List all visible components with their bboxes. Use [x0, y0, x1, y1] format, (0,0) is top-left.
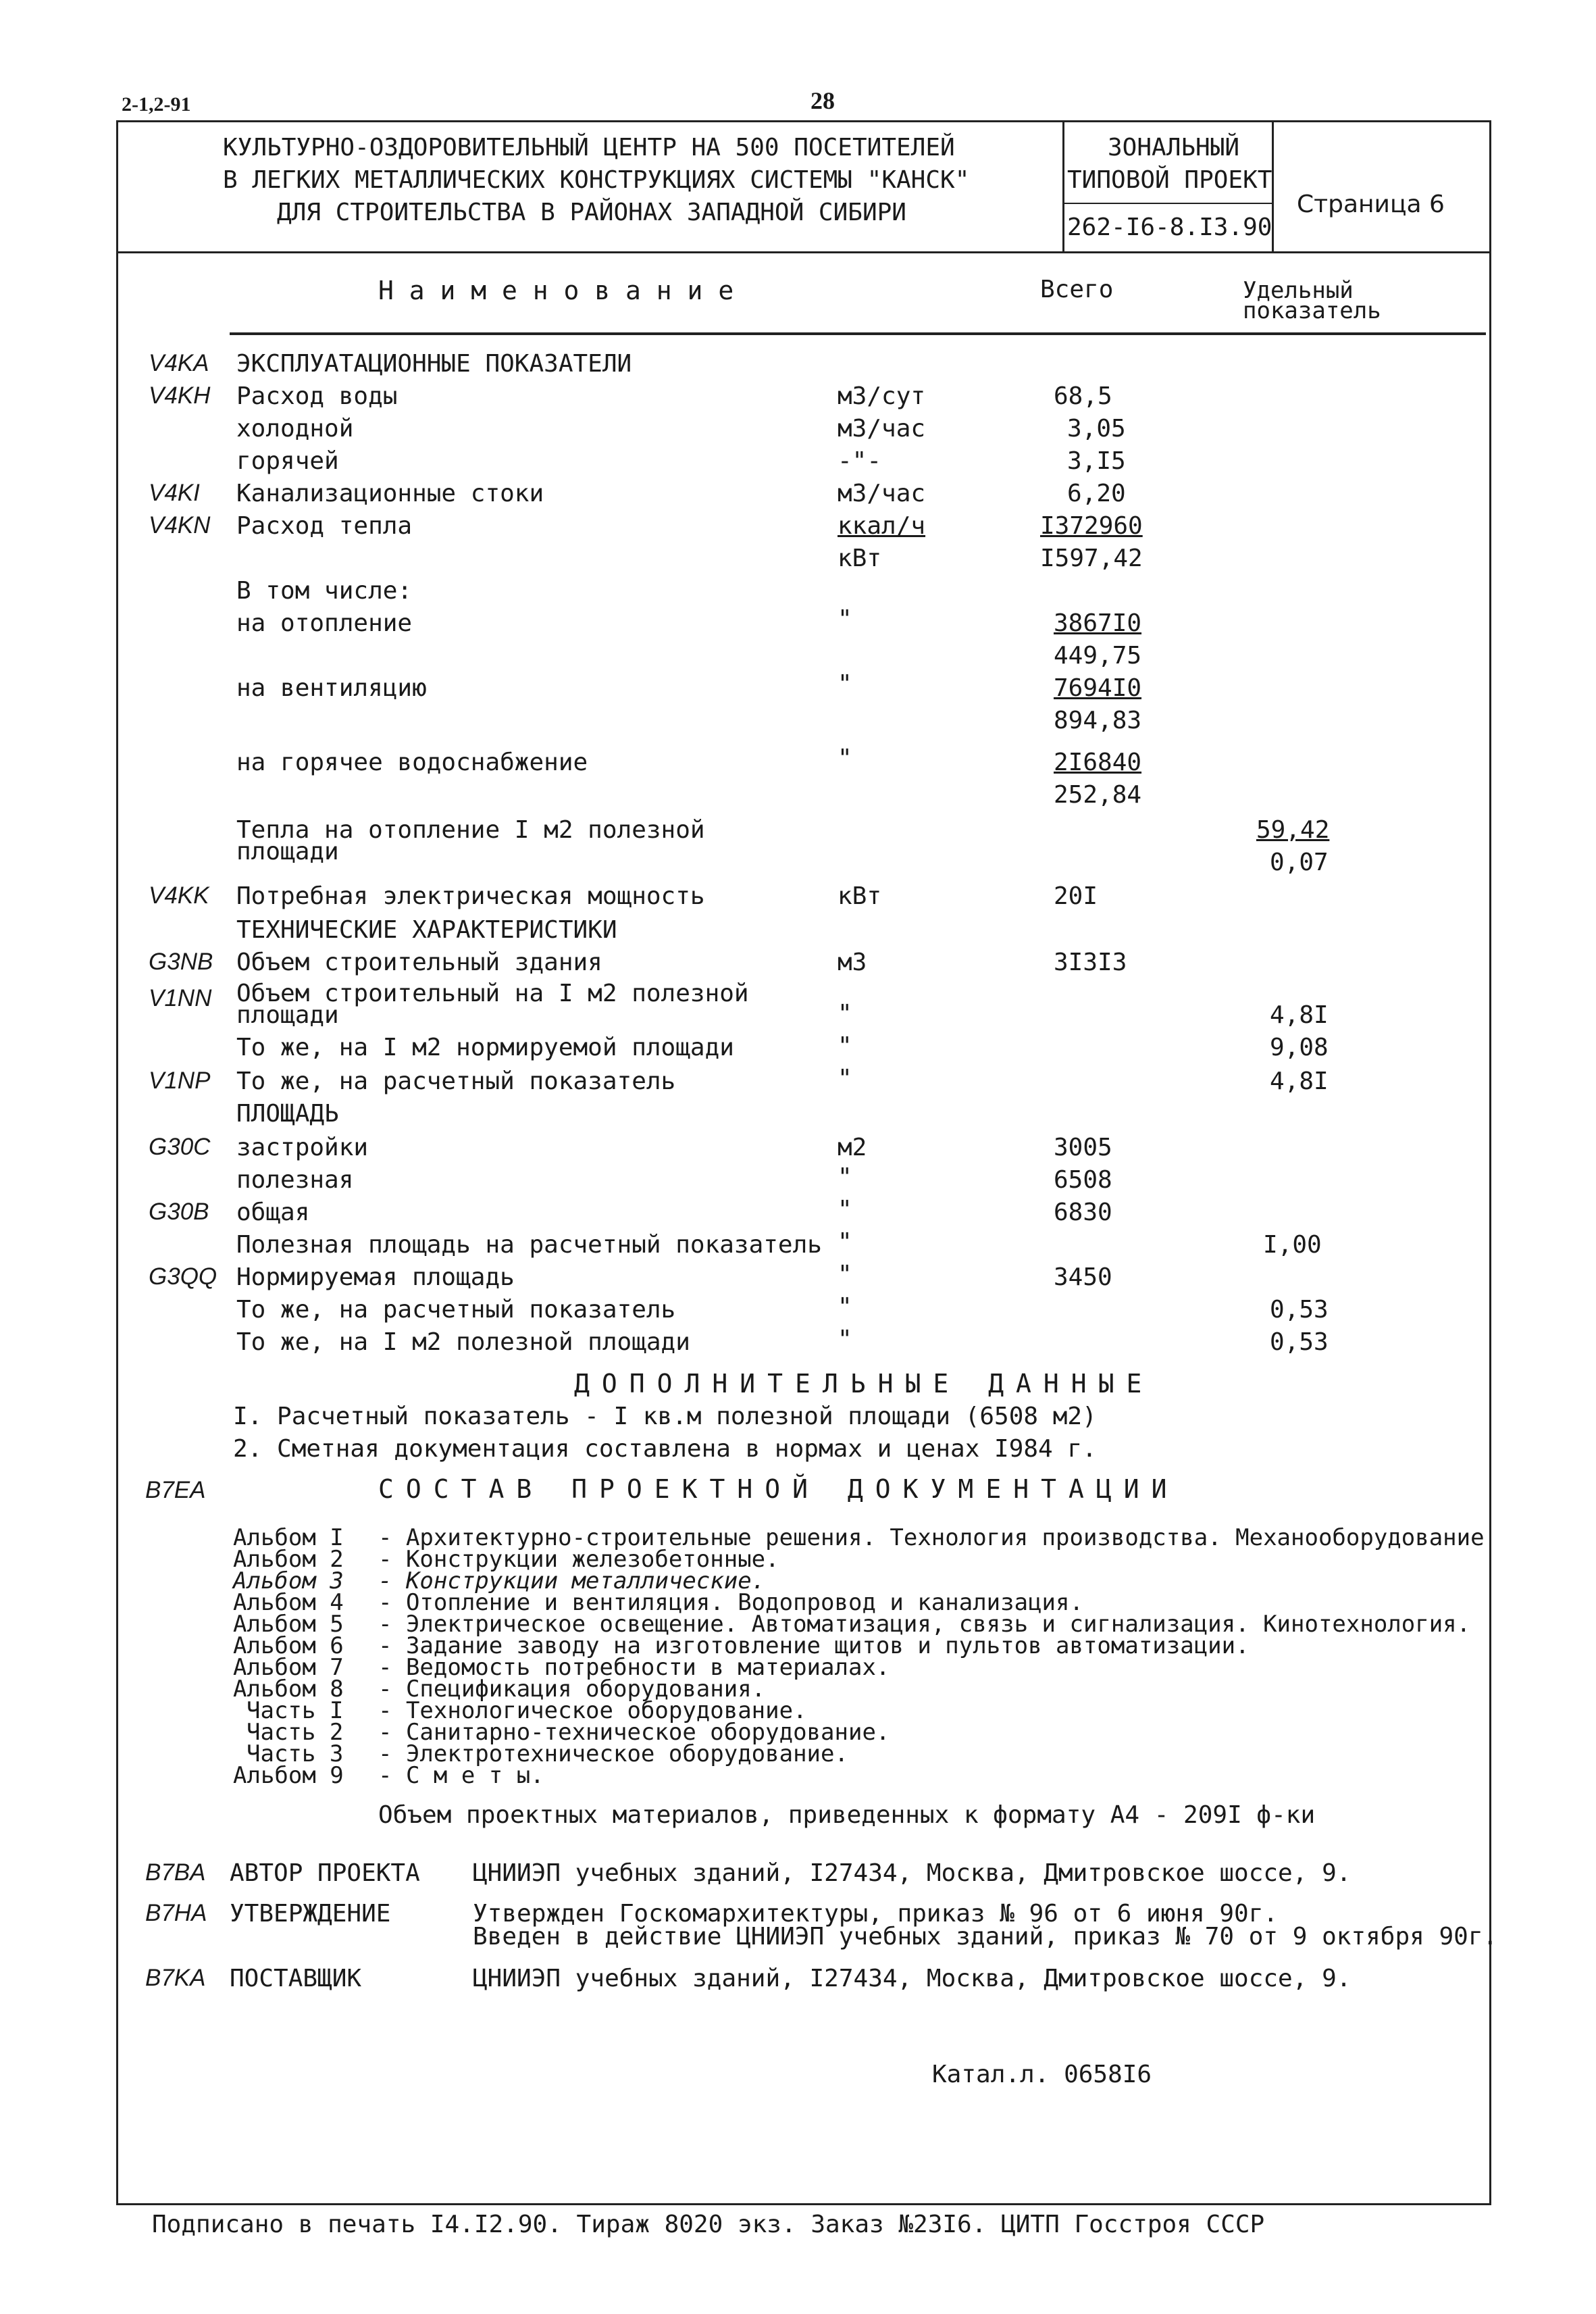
header-divider-v1 — [1062, 120, 1064, 252]
author-code: B7BA — [145, 1859, 206, 1886]
row-unit: " — [838, 1326, 852, 1353]
additional-item: 2. Сметная документация составлена в нормах и ценах I984 г. — [233, 1435, 1097, 1463]
row-code: V4KK — [149, 882, 209, 909]
part-text: - Электротехническое оборудование. — [378, 1740, 848, 1767]
row-unit: " — [838, 745, 852, 772]
composition-code: B7EA — [145, 1477, 206, 1503]
row-code: G3NB — [149, 949, 213, 975]
additional-item: I. Расчетный показатель - I кв.м полезной площади (6508 м2) — [233, 1403, 1097, 1430]
additional-data-title: ДОПОЛНИТЕЛЬНЫЕ ДАННЫЕ — [574, 1369, 1154, 1399]
column-header-total: Всего — [1040, 276, 1114, 303]
row-total: 7694I0 — [1054, 674, 1142, 702]
row-code: V4KN — [149, 512, 211, 538]
row-specific: 0,53 — [1270, 1296, 1329, 1324]
row-total: 252,84 — [1054, 781, 1142, 809]
print-footer: Подписано в печать I4.I2.90. Тираж 8020 экз. Заказ №23I6. ЦИТП Госстроя СССР — [152, 2211, 1265, 2238]
row-total: 3,I5 — [1067, 447, 1126, 475]
row-total: 68,5 — [1054, 382, 1112, 410]
row-name: Полезная площадь на расчетный показатель — [236, 1231, 822, 1259]
code-divider — [1062, 203, 1272, 204]
row-unit: м3 — [838, 949, 867, 976]
part-label: Часть 3 — [247, 1740, 344, 1767]
approval-line: Введен в действие ЦНИИЭП учебных зданий, приказ № 70 от 9 октября 90г. — [473, 1923, 1498, 1951]
row-name: полезная — [236, 1166, 354, 1194]
project-code: 262-I6-8.I3.90 — [1067, 213, 1272, 241]
part-text: - Технологическое оборудование. — [378, 1697, 807, 1724]
album-text: - Электрическое освещение. Автоматизация, связь и сигнализация. Кинотехнология. — [378, 1611, 1471, 1638]
row-code: V4KH — [149, 382, 211, 409]
row-unit: " — [838, 1000, 852, 1028]
project-type-2: ТИПОВОЙ ПРОЕКТ — [1067, 166, 1272, 194]
row-unit: " — [838, 1228, 852, 1256]
row-unit: м3/час — [838, 480, 926, 507]
album-label: Альбом 3 — [233, 1567, 344, 1594]
row-name: Тепла на отопление I м2 полезной — [236, 816, 705, 844]
row-name: Расход тепла — [236, 512, 413, 540]
title-line: ДЛЯ СТРОИТЕЛЬСТВА В РАЙОНАХ ЗАПАДНОЙ СИБИРИ — [277, 199, 906, 226]
title-line: КУЛЬТУРНО-ОЗДОРОВИТЕЛЬНЫЙ ЦЕНТР НА 500 ПОСЕТИТЕЛЕЙ — [223, 134, 955, 161]
album-label: Альбом 9 — [233, 1762, 344, 1789]
row-unit: кВт — [838, 545, 882, 572]
row-name: То же, на I м2 полезной площади — [236, 1328, 690, 1356]
column-header-name: Н а и м е н о в а н и е — [378, 276, 734, 305]
part-text: - Санитарно-техническое оборудование. — [378, 1719, 890, 1746]
row-name: горячей — [236, 447, 339, 475]
row-name: площади — [236, 838, 339, 865]
column-header-underline — [230, 332, 1486, 335]
part-label: Часть 2 — [247, 1719, 344, 1746]
row-name: Потребная электрическая мощность — [236, 882, 705, 910]
row-specific: 0,07 — [1270, 849, 1329, 876]
row-total: 3867I0 — [1054, 609, 1142, 637]
row-name: Расход воды — [236, 382, 398, 410]
approval-label: УТВЕРЖДЕНИЕ — [230, 1900, 391, 1928]
row-total: 3I3I3 — [1054, 949, 1127, 976]
row-total: 3005 — [1054, 1134, 1112, 1161]
album-text: - С м е т ы. — [378, 1762, 544, 1789]
row-total: 449,75 — [1054, 642, 1142, 670]
row-specific: I,00 — [1263, 1231, 1322, 1259]
row-name: То же, на расчетный показатель — [236, 1067, 676, 1095]
row-name: на горячее водоснабжение — [236, 749, 588, 776]
album-text: - Архитектурно-строительные решения. Технология производства. Механооборудование — [378, 1524, 1485, 1551]
row-specific: 0,53 — [1270, 1328, 1329, 1356]
row-code: V4KA — [149, 350, 209, 376]
catalog-number: Катал.л. 0658I6 — [932, 2061, 1152, 2088]
volume-note: Объем проектных материалов, приведенных к формату А4 - 209I ф-ки — [378, 1801, 1316, 1829]
row-name: площади — [236, 1001, 339, 1029]
row-name: на отопление — [236, 609, 413, 637]
row-name: на вентиляцию — [236, 674, 427, 702]
row-total: I372960 — [1040, 512, 1143, 540]
row-name: Объем строительный на I м2 полезной — [236, 980, 749, 1007]
row-unit: " — [838, 670, 852, 698]
approval-line: Утвержден Госкомархитектуры, приказ № 96 от 6 июня 90г. — [473, 1900, 1279, 1928]
album-label: Альбом 7 — [233, 1654, 344, 1681]
row-unit: " — [838, 605, 852, 633]
column-header-specific: Удельный — [1243, 277, 1354, 304]
row-name: Канализационные стоки — [236, 480, 544, 507]
row-unit: -"- — [838, 447, 882, 475]
row-name: общая — [236, 1199, 310, 1226]
row-total: 6508 — [1054, 1166, 1112, 1194]
page-number: 28 — [810, 87, 835, 114]
row-total: 6830 — [1054, 1199, 1112, 1226]
section-heading: ЭКСПЛУАТАЦИОННЫЕ ПОКАЗАТЕЛИ — [236, 350, 632, 378]
row-unit: " — [838, 1163, 852, 1191]
row-unit: м2 — [838, 1134, 867, 1161]
row-name: В том числе: — [236, 577, 413, 605]
row-name: холодной — [236, 415, 354, 443]
row-total: 6,20 — [1067, 480, 1126, 507]
row-name: Нормируемая площадь — [236, 1263, 515, 1291]
project-type: ЗОНАЛЬНЫЙ — [1108, 134, 1240, 161]
album-text: - Ведомость потребности в материалах. — [378, 1654, 890, 1681]
document-code: 2-1,2-91 — [122, 93, 191, 116]
row-specific: 4,8I — [1270, 1067, 1329, 1095]
row-code: V1NN — [149, 985, 212, 1011]
row-name: То же, на I м2 нормируемой площади — [236, 1034, 734, 1061]
album-label: Альбом 8 — [233, 1676, 344, 1703]
row-total: I597,42 — [1040, 545, 1143, 572]
section-heading: ТЕХНИЧЕСКИЕ ХАРАКТЕРИСТИКИ — [236, 916, 617, 944]
section-heading: ПЛОЩАДЬ — [236, 1100, 339, 1128]
row-specific: 9,08 — [1270, 1034, 1329, 1061]
album-label: Альбом I — [233, 1524, 344, 1551]
album-label: Альбом 6 — [233, 1632, 344, 1659]
header-divider-v2 — [1272, 120, 1274, 252]
row-code: G30B — [149, 1199, 209, 1225]
row-unit: " — [838, 1293, 852, 1321]
header-divider — [116, 251, 1489, 253]
row-name: Объем строительный здания — [236, 949, 602, 976]
row-unit: " — [838, 1261, 852, 1288]
row-code: V4KI — [149, 480, 200, 506]
row-total: 3450 — [1054, 1263, 1112, 1291]
row-unit: " — [838, 1065, 852, 1092]
composition-title: СОСТАВ ПРОЕКТНОЙ ДОКУМЕНТАЦИИ — [378, 1474, 1179, 1504]
album-label: Альбом 5 — [233, 1611, 344, 1638]
album-text: - Конструкции железобетонные. — [378, 1546, 779, 1573]
row-code: G3QQ — [149, 1263, 217, 1290]
supplier-text: ЦНИИЭП учебных зданий, I27434, Москва, Дмитровское шоссе, 9. — [473, 1965, 1352, 1992]
row-total: 2I6840 — [1054, 749, 1142, 776]
author-label: АВТОР ПРОЕКТА — [230, 1859, 420, 1887]
title-line: В ЛЕГКИХ МЕТАЛЛИЧЕСКИХ КОНСТРУКЦИЯХ СИСТЕМЫ "КАНСК" — [223, 166, 970, 194]
row-total: 3,05 — [1067, 415, 1126, 443]
album-text: - Спецификация оборудования. — [378, 1676, 766, 1703]
row-name: То же, на расчетный показатель — [236, 1296, 676, 1324]
row-unit: ккал/ч — [838, 512, 926, 540]
page-label: Страница 6 — [1297, 191, 1445, 218]
row-unit: м3/час — [838, 415, 926, 443]
row-total: 894,83 — [1054, 707, 1142, 734]
album-text: - Конструкции металлические. — [378, 1567, 766, 1594]
supplier-code: B7KA — [145, 1965, 206, 1991]
row-code: G30C — [149, 1134, 211, 1160]
part-label: Часть I — [247, 1697, 344, 1724]
row-unit: " — [838, 1032, 852, 1060]
album-text: - Отопление и вентиляция. Водопровод и канализация. — [378, 1589, 1083, 1616]
row-unit: м3/сут — [838, 382, 926, 410]
row-unit: кВт — [838, 882, 882, 910]
row-specific: 59,42 — [1256, 816, 1330, 844]
author-text: ЦНИИЭП учебных зданий, I27434, Москва, Дмитровское шоссе, 9. — [473, 1859, 1352, 1887]
album-label: Альбом 4 — [233, 1589, 344, 1616]
row-unit: " — [838, 1196, 852, 1224]
row-name: застройки — [236, 1134, 369, 1161]
row-code: V1NP — [149, 1067, 211, 1094]
album-label: Альбом 2 — [233, 1546, 344, 1573]
approval-code: B7HA — [145, 1900, 207, 1926]
row-specific: 4,8I — [1270, 1001, 1329, 1029]
column-header-specific-2: показатель — [1243, 297, 1381, 324]
row-total: 20I — [1054, 882, 1098, 910]
album-text: - Задание заводу на изготовление щитов и пультов автоматизации. — [378, 1632, 1250, 1659]
supplier-label: ПОСТАВЩИК — [230, 1965, 362, 1992]
